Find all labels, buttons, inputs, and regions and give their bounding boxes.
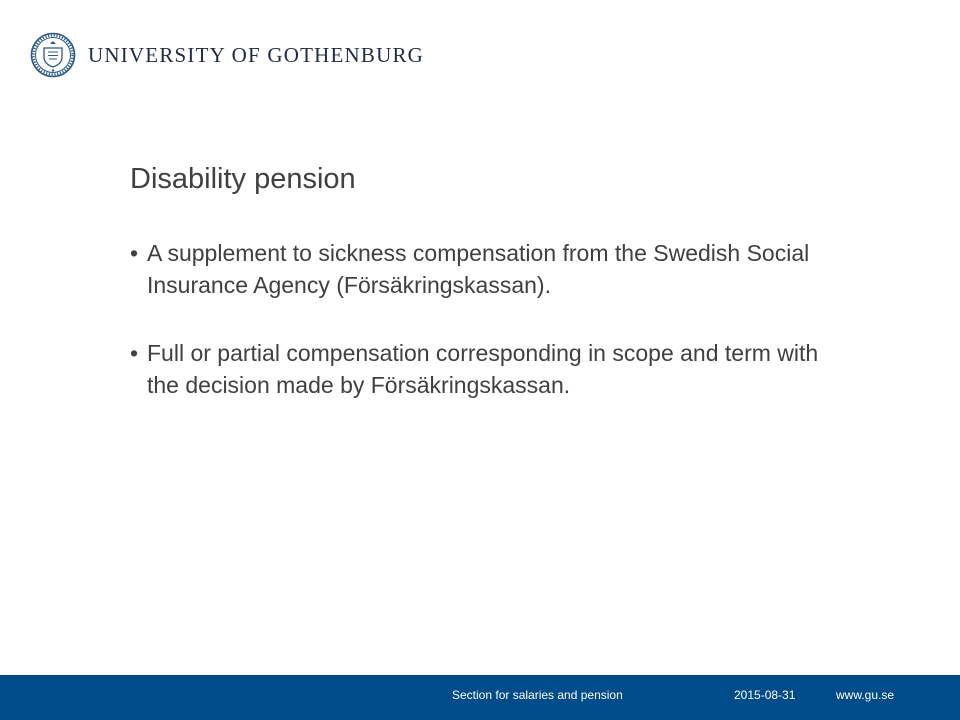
bullet-text: Full or partial compensation corresponding in scope and term with the decision made by Försäkringskassan.: [147, 339, 819, 398]
footer-section-label: Section for salaries and pension: [452, 688, 623, 702]
header: [30, 30, 424, 80]
bullet-marker: •: [130, 239, 139, 266]
footer-bar: [0, 675, 960, 720]
bullet-text: A supplement to sickness compensation from the Swedish Social Insurance Agency (Försäkringskassan).: [147, 239, 810, 298]
bullet-item: [130, 237, 850, 301]
slide-content: [130, 162, 850, 437]
footer-url-link[interactable]: www.gu.se: [836, 688, 895, 702]
university-seal-icon: [30, 32, 76, 78]
university-name: UNIVERSITY OF GOTHENBURG: [88, 42, 425, 67]
slide-title: Disability pension: [130, 163, 356, 195]
bullet-list: [130, 237, 850, 401]
bullet-marker: •: [130, 339, 139, 366]
footer-date: 2015-08-31: [734, 688, 796, 702]
bullet-item: [130, 337, 850, 401]
